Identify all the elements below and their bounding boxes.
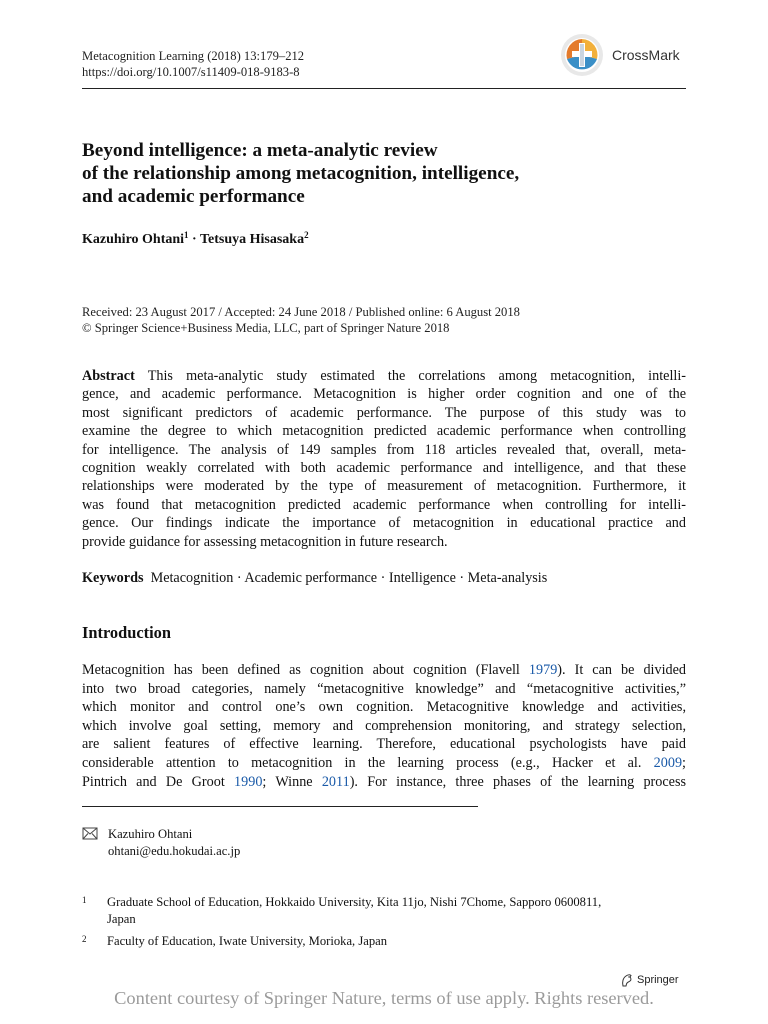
affiliation-number: 2 xyxy=(82,934,87,944)
crossmark-badge[interactable] xyxy=(560,32,696,78)
body-text: considerable attention to metacognition in the learning process (e.g., Hacker et al. xyxy=(82,754,654,771)
publication-dates xyxy=(82,305,520,336)
footnote-divider xyxy=(82,806,478,807)
affiliation-number: 1 xyxy=(82,895,87,905)
abstract-line: gence. Our findings indicate the importance of metacognition in educational practice and xyxy=(82,515,686,532)
body-line: into two broad categories, namely “metacognitive knowledge” and “metacognitive activities,” xyxy=(82,680,686,697)
author-separator: · xyxy=(188,232,200,247)
body-text: ; Winne xyxy=(262,773,322,790)
body-text: ). For instance, three phases of the learning process xyxy=(349,773,686,790)
affiliation-marker: 1 xyxy=(184,230,189,240)
keywords-label: Keywords xyxy=(82,570,144,586)
affiliation-text: Faculty of Education, Iwate University, Morioka, Japan xyxy=(107,934,388,948)
journal-citation xyxy=(82,48,304,80)
crossmark-label: CrossMark xyxy=(612,47,680,63)
title-line: of the relationship among metacognition, intelligence, xyxy=(82,163,520,184)
publisher-name: Springer xyxy=(637,974,679,986)
introduction-body xyxy=(82,661,686,791)
affiliation-marker: 2 xyxy=(304,230,309,240)
body-text: Metacognition has been defined as cognition about cognition (Flavell xyxy=(82,662,529,678)
title-line: and academic performance xyxy=(82,186,305,207)
abstract-line: most significant predictors of academic performance. The purpose of this study was to xyxy=(82,404,686,421)
body-text: ). It can be divided xyxy=(557,662,686,678)
body-line: which involve goal setting, memory and comprehension monitoring, and strategy selection, xyxy=(82,717,686,734)
courtesy-notice: Content courtesy of Springer Nature, terms of use apply. Rights reserved. xyxy=(114,988,654,1008)
abstract-line: gence, and academic performance. Metacognition is higher order cognition and one of the xyxy=(82,386,686,403)
affiliation-text: Japan xyxy=(107,911,136,926)
correspondence xyxy=(82,826,240,860)
publisher-logo xyxy=(620,973,679,987)
header-divider xyxy=(82,88,686,89)
abstract xyxy=(82,367,686,551)
body-text: Pintrich and De Groot xyxy=(82,773,235,790)
citation-link[interactable]: 2011 xyxy=(321,773,350,790)
author-list xyxy=(82,232,309,248)
abstract-line: for intelligence. The analysis of 149 samples from 118 articles revealed that, overall, meta- xyxy=(82,441,686,458)
keywords xyxy=(82,570,547,587)
abstract-line: cognition weakly correlated with both academic performance and intelligence, and that these xyxy=(82,459,686,476)
author-name[interactable]: Kazuhiro Ohtani xyxy=(82,232,185,247)
author-name[interactable]: Tetsuya Hisasaka xyxy=(199,232,305,247)
body-text: ; xyxy=(682,754,686,771)
abstract-text: This meta-analytic study estimated the correlations among metacognition, intelli- xyxy=(147,368,687,384)
abstract-label: Abstract xyxy=(82,368,135,384)
abstract-line: was found that metacognition predicted academic performance when controlling for intelli- xyxy=(82,496,686,513)
copyright-line: © Springer Science+Business Media, LLC, part of Springer Nature 2018 xyxy=(82,320,450,335)
envelope-icon xyxy=(82,827,104,841)
body-line: are salient features of effective learning. Therefore, educational psychologists have paid xyxy=(82,736,686,753)
body-line: which monitor and control one’s own cognition. Metacognitive knowledge and activities, xyxy=(82,699,686,716)
abstract-line: provide guidance for assessing metacognition in future research. xyxy=(82,533,448,550)
history-line: Received: 23 August 2017 / Accepted: 24 June 2018 / Published online: 6 August 2018 xyxy=(82,305,520,319)
abstract-line: examine the degree to which metacognition predicted academic performance when controlling xyxy=(82,423,686,440)
title-line: Beyond intelligence: a meta-analytic review xyxy=(82,140,438,161)
abstract-line: relationships were moderated by the type of measurement of metacognition. Furthermore, it xyxy=(82,478,686,495)
section-heading: Introduction xyxy=(82,623,171,642)
keywords-text: Metacognition · Academic performance · Intelligence · Meta-analysis xyxy=(150,570,548,586)
corresponding-author: Kazuhiro Ohtani xyxy=(108,827,193,841)
body-line xyxy=(82,754,686,773)
affiliation xyxy=(82,933,687,950)
citation-link[interactable]: 1990 xyxy=(234,773,263,790)
citation-link[interactable]: 2009 xyxy=(653,754,683,771)
abstract-line xyxy=(82,367,686,385)
citation-link[interactable]: 1979 xyxy=(528,662,558,678)
body-line xyxy=(82,773,686,792)
author-email[interactable]: ohtani@edu.hokudai.ac.jp xyxy=(108,844,241,858)
springer-horse-icon xyxy=(620,973,634,987)
affiliation-text: Graduate School of Education, Hokkaido University, Kita 11jo, Nishi 7Chome, Sapporo 0600811, xyxy=(107,895,602,909)
doi-link[interactable]: https://doi.org/10.1007/s11409-018-9183-8 xyxy=(82,65,300,79)
affiliation xyxy=(82,894,687,927)
journal-line: Metacognition Learning (2018) 13:179–212 xyxy=(82,49,305,63)
body-line xyxy=(82,661,686,680)
paper-title xyxy=(82,139,686,208)
crossmark-icon xyxy=(560,33,604,77)
